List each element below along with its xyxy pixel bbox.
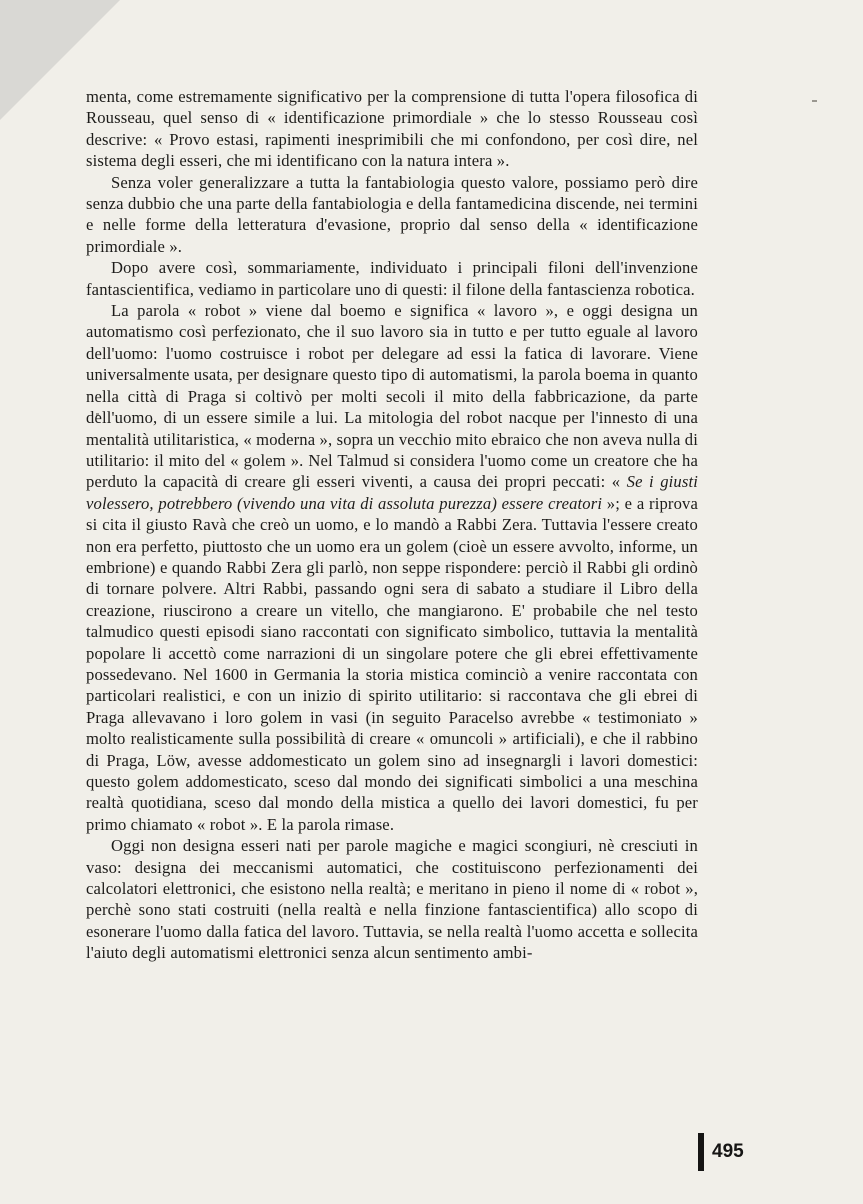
body-paragraph — [86, 835, 698, 963]
text-run: Senza voler generalizzare a tutta la fantabiologia questo valore, possiamo però dire senza dubbio che una parte della fantabiologia e della fantamedicina discende, nei termini e nelle forme della letteratura d'evasione, proprio dal senso della « identificazione primordiale ». — [86, 172, 698, 256]
text-run: La parola « robot » viene dal boemo e significa « lavoro », e oggi designa un automatismo così perfezionato, che il suo lavoro sia in tutto e per tutto eguale al lavoro dell'uomo: l'uomo costruisce i robot per delegare ad essi la fatica di lavorare. Viene universalmente usata, per designare questo tipo di automatismi, la parola boema in quanto nella città di Praga si coltivò per molti secoli il mito della fabbricazione, da parte dell'uomo, di un essere simile a lui. La mitologia del robot nacque per l'innesto di una mentalità utilitaristica, « moderna », sopra un vecchio mito ebraico che non aveva nulla di utilitario: il mito del « golem ». Nel Talmud si considera l'uomo come un creatore che ha perduto la capacità di creare gli esseri viventi, a causa dei propri peccati: « — [86, 301, 698, 492]
body-paragraph — [86, 172, 698, 258]
text-run: »; e a riprova si cita il giusto Ravà che creò un uomo, e lo mandò a Rabbi Zera. Tuttavia l'essere creato non era perfetto, piuttosto che un uomo era un golem (cioè un essere avvolto, informe, un embrione) e quando Rabbi Zera gli parlò, non seppe rispondere: perciò il Rabbi gli ordinò di tornare polvere. Altri Rabbi, passando ogni sera di sabato a studiare il Libro della creazione, riuscirono a creare un vitello, che mangiarono. E' probabile che nel testo talmudico questi episodi siano raccontati con significato simbolico, tuttavia la mentalità popolare li accettò come narrazioni di un singolare potere che gli ebrei effettivamente possedevano. Nel 1600 in Germania la storia mistica cominciò a venire raccontata con particolari realistici, e con un inizio di spirito utilitario: si raccontava che gli ebrei di Praga allevavano i loro golem in vasi (in seguito Paracelso avrebbe « testimoniato » molto realisticamente sulla possibilità di creare « omuncoli » artificiali), e che il rabbino di Praga, Löw, avesse addomesticato un golem sino ad insegnargli i lavori domestici: questo golem addomesticato, sceso dal mondo dei significati simbolici a una meschina realtà quotidiana, sceso dal mondo della mistica a quello dei lavori domestici, fu per primo chiamato « robot ». E la parola rimase. — [86, 493, 698, 834]
body-paragraph — [86, 86, 698, 172]
text-run: menta, come estremamente significativo per la comprensione di tutta l'opera filosofica di Rousseau, quel senso di « identificazione primordiale » che lo stesso Rousseau così descrive: « Provo estasi, rapimenti inesprimibili che mi confondono, per così dire, nel sistema degli esseri, che mi identificano con la natura intera ». — [86, 87, 698, 171]
text-run: Dopo avere così, sommariamente, individuato i principali filoni dell'invenzione fantascientifica, vediamo in particolare uno di questi: il filone della fantascienza robotica. — [86, 258, 698, 299]
page-number-bar — [698, 1133, 704, 1171]
scan-mark — [812, 100, 817, 102]
text-run: Oggi non designa esseri nati per parole magiche e magici scongiuri, nè cresciuti in vaso: designa dei meccanismi automatici, che costituiscono perfezionamenti dei calcolatori elettronici, che esistono nella realtà; e meritano in pieno il nome di « robot », perchè sono stati costruiti (nella realtà e nella finzione fantascientifica) allo scopo di esonerare l'uomo dalla fatica del lavoro. Tuttavia, se nella realtà l'uomo accetta e sollecita l'aiuto degli automatismi elettronici senza alcun sentimento ambi- — [86, 836, 698, 963]
page-footer — [698, 1132, 744, 1172]
page-number: 495 — [712, 1141, 744, 1162]
text-column — [86, 86, 698, 964]
body-paragraph — [86, 300, 698, 835]
italic-quote: Se i giusti volessero, potrebbero (vivendo una vita di assoluta purezza) essere creatori — [86, 472, 698, 513]
body-paragraph — [86, 257, 698, 300]
